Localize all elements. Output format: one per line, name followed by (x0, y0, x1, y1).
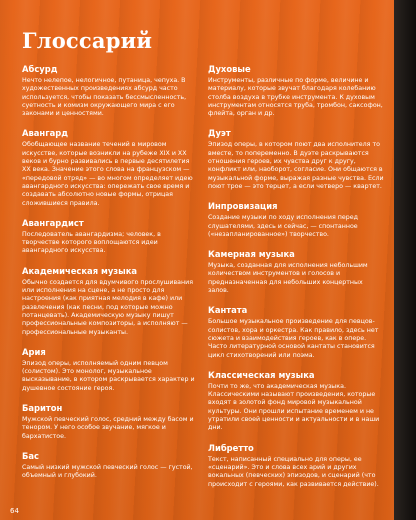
glossary-definition: Обычно создается для вдумчивого прослушивания или исполнения на сцене, а не просто для настроения (как приятная мелодия в кафе) или развлечения (как песни, под которые можно потанцевать). Академическую музыку пишут профессиональные композиторы, а исполняют — профессиональные музыканты. (22, 278, 194, 336)
glossary-term: Авангардист (22, 217, 84, 228)
glossary-entry (22, 64, 198, 118)
right-column (208, 64, 384, 499)
glossary-definition: Текст, написанный специально для оперы, ее «сценарий». Это и слова всех арий и других вокальных (певческих) эпизодов, и сценарий (что происходит с героями, как развивается действие). (208, 455, 379, 488)
glossary-entry (208, 370, 384, 433)
glossary-term: Классическая музыка (208, 369, 315, 380)
page-number: 64 (10, 507, 19, 515)
glossary-entry (22, 266, 198, 337)
glossary-term: Ария (22, 346, 46, 357)
dark-page-edge (394, 0, 416, 520)
glossary-entry (22, 403, 198, 441)
glossary-term: Баритон (22, 403, 63, 414)
glossary-definition: Эпизод оперы, исполняемый одним певцом (солистом). Это монолог, музыкальное высказывание, в котором раскрывается характер и душевное состояние героя. (22, 359, 195, 392)
glossary-definition: Создание музыки по ходу исполнения перед слушателями, здесь и сейчас, — спонтанное («незапланированное») творчество. (208, 214, 358, 238)
glossary-definition: Обобщающее название течений в мировом искусстве, которые возникли на рубеже XIX и XX веков и бурно развивались в первые десятилетия XX века. Значение этого слова на французском — «передовой отряд» — во многом определяет идею авангардного искусства: опережать свое время и создавать абсолютно новые формы, отрицая сложившиеся правила. (22, 141, 193, 207)
glossary-term: Дуэт (208, 128, 231, 139)
glossary-definition: Инструменты, различные по форме, величине и материалу, которые звучат благодаря колебанию столба воздуха в трубке инструмента. К духовым инструментам относятся труба, тромбон, саксофон, флейта, орган и др. (208, 77, 383, 118)
glossary-term: Кантата (208, 305, 248, 316)
glossary-entry (208, 201, 384, 239)
glossary-entry (22, 218, 198, 256)
glossary-definition: Последователь авангардизма; человек, в творчестве которого воплощаются идеи авангардного искусства. (22, 230, 161, 255)
glossary-definition: Самый низкий мужской певческий голос — густой, объемный и глубокий. (22, 463, 193, 480)
glossary-entry (22, 451, 198, 481)
glossary-term: Духовые (208, 64, 251, 74)
glossary-term: Камерная музыка (208, 249, 295, 260)
glossary-definition: Музыка, созданная для исполнения небольшим количеством инструментов и голосов и предназначенная для небольших концертных залов. (208, 262, 368, 295)
glossary-entry (208, 249, 384, 295)
glossary-entry (22, 128, 198, 207)
glossary-definition: Нечто нелепое, нелогичное, путаница, чепуха. В художественных произведениях абсурд часто используется, чтобы показать бессмысленность, суетность и комизм окружающего мира с его законами и ценностями. (22, 77, 187, 118)
glossary-definition: Почти то же, что академическая музыка. Классическими называют произведения, которые входят в золотой фонд мировой музыкальной культуры. Они прошли испытание временем и не утратили своей ценности и актуальности и в наши дни. (208, 382, 380, 432)
page-title: Глоссарий (22, 28, 153, 53)
glossary-term: Инпровизация (208, 201, 278, 212)
glossary-term: Авангард (22, 128, 69, 139)
glossary-entry (208, 305, 384, 359)
glossary-entry (208, 128, 384, 191)
glossary-entry (22, 347, 198, 393)
left-column (22, 64, 198, 491)
glossary-term: Бас (22, 450, 39, 461)
glossary-term: Абсурд (22, 64, 58, 74)
glossary-entry (208, 64, 384, 118)
glossary-term: Либретто (208, 442, 254, 453)
glossary-entry (208, 443, 384, 489)
glossary-term: Академическая музыка (22, 265, 138, 276)
glossary-definition: Мужской певческий голос, средний между басом и тенором. У него особое звучание, мягкое и бархатистое. (22, 416, 194, 440)
glossary-definition: Большое музыкальное произведение для певцов-солистов, хора и оркестра. Как правило, здесь нет сюжета и взаимодействия героев, как в опере. Часто литературной основой кантаты становится цикл стихотворений или поэма. (208, 318, 379, 359)
glossary-definition: Эпизод оперы, в котором поют два исполнителя то вместе, то попеременно. В дуэте раскрываются отношения героев, их чувства друг к другу, конфликт или, наоборот, согласие. Они общаются в музыкальной форме, выражая разные чувства. Если поют трое — это терцет, а если четверо — квартет. (208, 141, 384, 190)
